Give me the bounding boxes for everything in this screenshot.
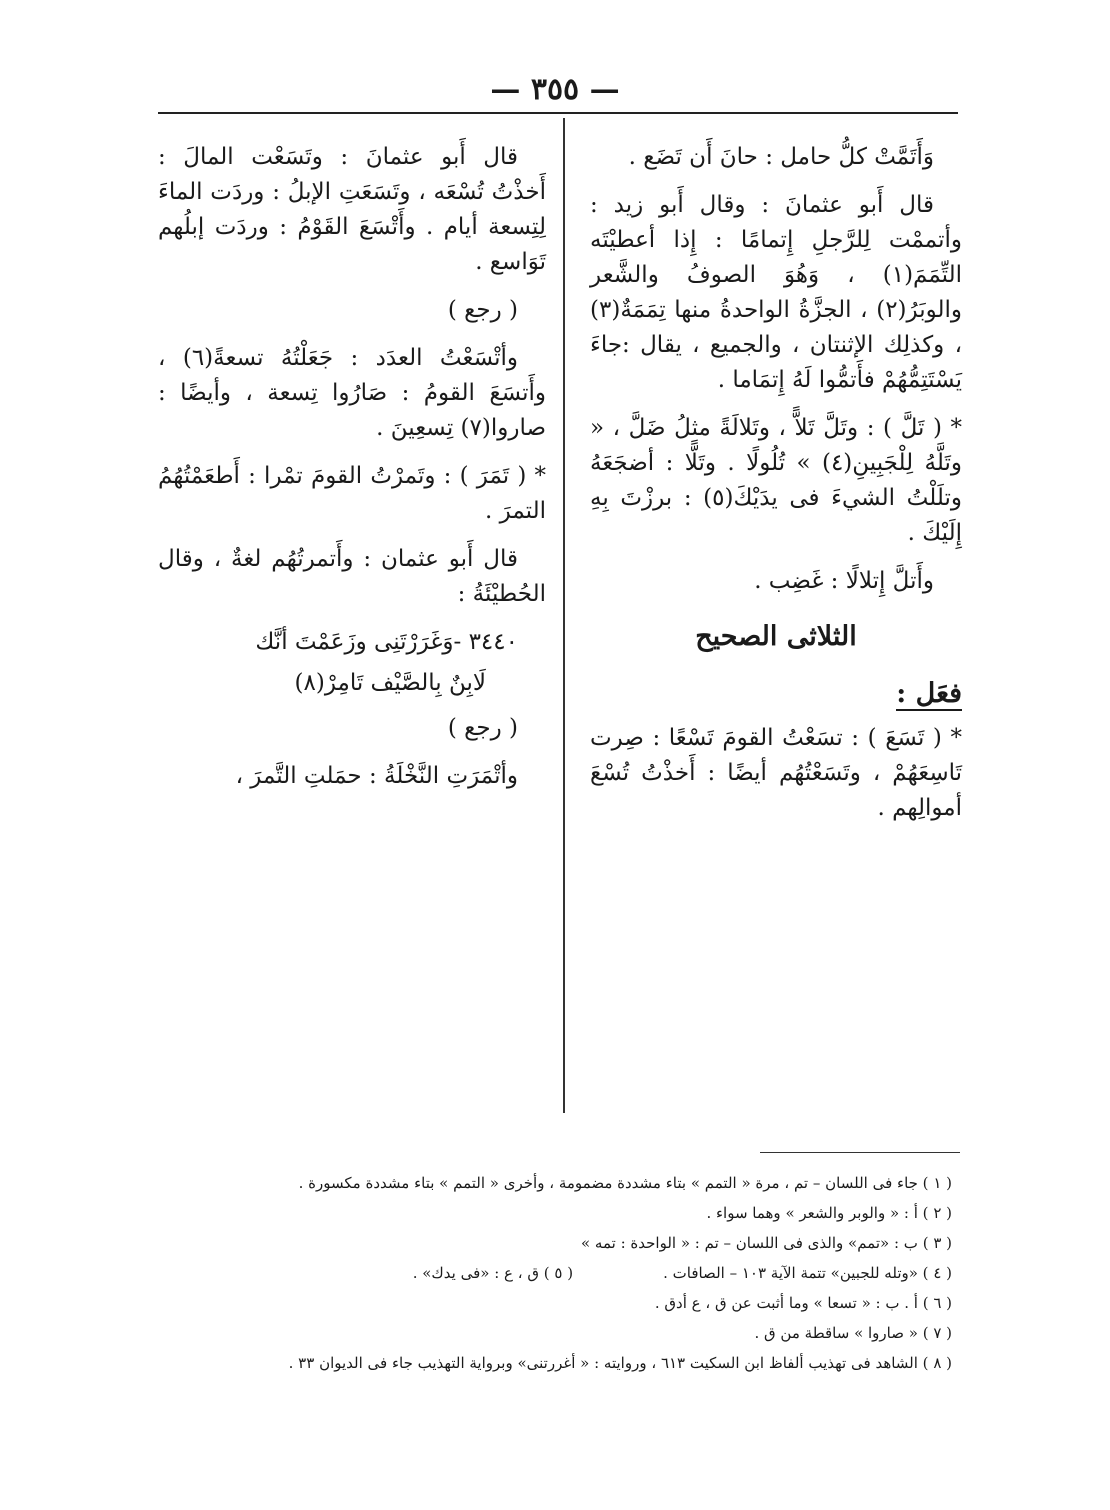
footnote-1: ( ١ ) جاء فى اللسان – تم ، مرة « التمم » بتاء مشددة مضمومة ، وأخرى « التمم » بتاء مشددة مكسورة . [298, 1174, 952, 1192]
footnote-4: ( ٤ ) «وتله للجبين» تتمة الآية ١٠٣ – الصافات . [663, 1264, 952, 1282]
footnote-gap [573, 1258, 663, 1288]
section-heading: الثلاثى الصحيح [695, 621, 857, 652]
left-column [158, 140, 546, 807]
paragraph: قال أَبو عثمانَ : وقال أَبو زيد : وأتممْت لِلرَّجلِ إِتمامًا : إِذا أعطيْتَه التِّمَمَ(١) ، وَهُوَ الصوفُ والشَّعر والوبَرُ(٢) ، الجزَّةُ الواحدةُ منها تِمَمَةٌ(٣) ، وكذلِك الإثنتان ، والجميع ، يقال :جاءَ يَسْتَتِمُّهُمْ فأَتمُّوا لَهُ إِتمَاما . [590, 192, 962, 393]
return-marker: ( رجع ) [447, 715, 518, 741]
paragraph: قال أَبو عثمانَ : وتَسَعْت المالَ : أَخذْتُ تُسْعَه ، وتَسَعَتِ الإبلُ : وردَت الماءَ لِتِسعة أيام . وأَتْسَعَ القَوْمُ : وردَت إبلُهم تَوَاسع . [158, 144, 546, 275]
column-divider [563, 118, 565, 1113]
paragraph: وأتْمَرَتِ النَّخْلَةُ : حمَلتِ التَّمرَ ، [235, 763, 518, 789]
paragraph: وأتْسَعْتُ العدَد : جَعَلْتُهُ تسعةً(٦) ، وأَتسَعَ القومُ : صَارُوا تِسعة ، وأيضًا : صاروا(٧) تِسعِينَ . [158, 345, 546, 441]
header-rule [158, 112, 958, 114]
paragraph: قال أَبو عثمان : وأَتمرتُهُم لغةٌ ، وقال الحُطيْئَةُ : [158, 546, 546, 607]
return-marker: ( رجع ) [447, 297, 518, 323]
section-subheading [590, 676, 962, 711]
footnote-6: ( ٦ ) أ . ب : « تسعا » وما أثبت عن ق ، ع أدق . [654, 1294, 952, 1312]
footnotes [150, 1168, 952, 1378]
entry-paragraph: * ( تَسَعَ ) : تسَعْتُ القومَ تَسْعًا : صِرت تَاسِعَهُمْ ، وتَسَعْتُهُم أيضًا : أَخذْتُ تُسْعَ أموالِهم . [590, 725, 962, 821]
poem-line-2: لَابِنٌ بِالصَّيْف تَامِرْ(٨) [294, 670, 486, 696]
page-number: — ٣٥٥ — [490, 72, 620, 107]
poem-line-1: ٣٤٤٠ -وَغَرَرْتَنِى وزَعَمْتَ أنَّك [255, 629, 518, 655]
footnote-rule [760, 1152, 960, 1153]
right-column [590, 140, 962, 839]
footnote-8: ( ٨ ) الشاهد فى تهذيب ألفاظ ابن السكيت ٦١٣ ، وروايته : « أغررتنى» وبرواية التهذيب جاء فى الديوان ٣٣ . [288, 1354, 952, 1372]
paragraph: وأَتلَّ إِتلالًا : غَضِب . [754, 568, 934, 594]
footnote-2: ( ٢ ) أ : « والوبر والشعر » وهما سواء . [706, 1204, 952, 1222]
paragraph: وَأَتَمَّتْ كلُّ حامل : حانَ أَن تَضَع . [628, 144, 934, 170]
entry-paragraph: * ( تَلَّ ) : وتَلَّ تَلاًّ ، وتَلالَةً مثلُ ضَلَّ ، « وتَلَّهُ لِلْجَبِينِ(٤) » تُلُولًا . وتَلًّا : أضجَعَهُ وتلَلْتُ الشيءَ فى يدَيْكَ(٥) : برزْتَ بِهِ إِلَيْكَ . [590, 415, 962, 546]
entry-paragraph: * ( تَمَرَ ) : وتَمرْتُ القومَ تمْرا : أَطعَمْتُهُمُ التمرَ . [158, 463, 546, 524]
footnote-3: ( ٣ ) ب : «تمم» والذى فى اللسان – تم : « الواحدة : تمه » [580, 1234, 952, 1252]
footnote-7: ( ٧ ) « صاروا » ساقطة من ق . [754, 1324, 952, 1342]
footnote-row-4-5 [150, 1258, 952, 1288]
footnote-5: ( ٥ ) ق ، ع : «فى يدك» . [412, 1264, 574, 1282]
poem-verse [158, 625, 546, 701]
subheading-text: فعَل : [896, 678, 962, 709]
